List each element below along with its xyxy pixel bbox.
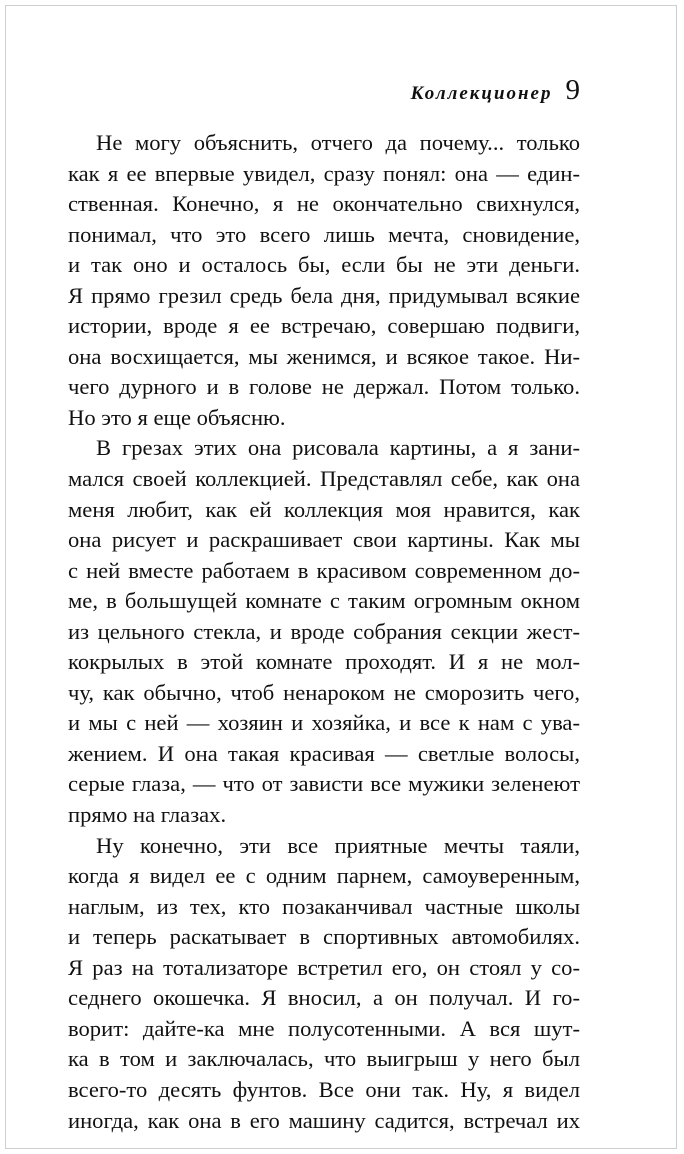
- text-line: когда я видел ее с одним парнем, самоуверенным,: [68, 863, 580, 889]
- text-line: чу, как обычно, чтоб ненароком не сморозить чего,: [68, 679, 580, 705]
- text-line: иногда, как она в его машину садится, встречал их: [68, 1107, 580, 1133]
- text-line: жением. И она такая красивая — светлые волосы,: [68, 740, 580, 766]
- text-line: Но это я еще объясню.: [68, 404, 286, 430]
- text-line: В грезах этих она рисовала картины, а я зани-: [96, 435, 580, 461]
- text-line: она восхищается, мы женимся, и всякое такое. Ни-: [68, 343, 580, 369]
- text-line: ка в том и заключалась, что выигрыш у него был: [68, 1046, 580, 1072]
- page-number: 9: [565, 74, 580, 106]
- text-line: Не могу объяснить, отчего да почему... только: [96, 130, 580, 155]
- text-line: ственная. Конечно, я не окончательно свихнулся,: [68, 191, 580, 217]
- text-line: Я прямо грезил средь бела дня, придумывал всякие: [68, 282, 580, 308]
- text-line: с ней вместе работаем в красивом современном до-: [68, 557, 580, 583]
- body-text: [68, 128, 580, 1136]
- text-line: и так оно и осталось бы, если бы не эти деньги.: [68, 252, 580, 278]
- text-line: Ну конечно, эти все приятные мечты таяли,: [96, 832, 580, 858]
- text-line: мался своей коллекцией. Представлял себе, как она: [68, 466, 580, 492]
- text-line: ме, в большущей комнате с таким огромным окном: [68, 588, 580, 614]
- text-line: и теперь раскатывает в спортивных автомобилях.: [68, 924, 580, 950]
- text-line: кокрылых в этой комнате проходят. И я не мол-: [68, 649, 580, 675]
- text-line: она рисует и раскрашивает свои картины. Как мы: [68, 527, 580, 553]
- text-line: понимал, что это всего лишь мечта, сновидение,: [68, 221, 580, 247]
- text-line: истории, вроде я ее встречаю, совершаю подвиги,: [68, 313, 580, 339]
- running-head: [411, 74, 580, 114]
- text-line: из цельного стекла, и вроде собрания секции жест-: [68, 618, 580, 644]
- text-line: прямо на глазах.: [68, 802, 227, 828]
- text-line: и мы с ней — хозяин и хозяйка, и все к нам с ува-: [68, 710, 580, 736]
- book-title: Коллекционер: [410, 83, 553, 104]
- text-line: серые глаза, — что от зависти все мужики зеленеют: [68, 771, 580, 797]
- text-line: Я раз на тотализаторе встретил его, он стоял у со-: [68, 954, 580, 980]
- text-line: как я ее впервые увидел, сразу понял: она — един-: [68, 160, 580, 186]
- text-line: ворит: дайте-ка мне полусотенными. А вся шут-: [68, 1015, 580, 1041]
- text-line: седнего окошечка. Я вносил, а он получал. И го-: [68, 985, 580, 1011]
- text-line: всего-то десять фунтов. Все они так. Ну, я видел: [68, 1076, 580, 1102]
- text-line: чего дурного и в голове не держал. Потом только.: [68, 374, 580, 400]
- text-line: наглым, из тех, кто позаканчивал частные школы: [68, 893, 580, 919]
- text-line: меня любит, как ей коллекция моя нравится, как: [68, 496, 580, 522]
